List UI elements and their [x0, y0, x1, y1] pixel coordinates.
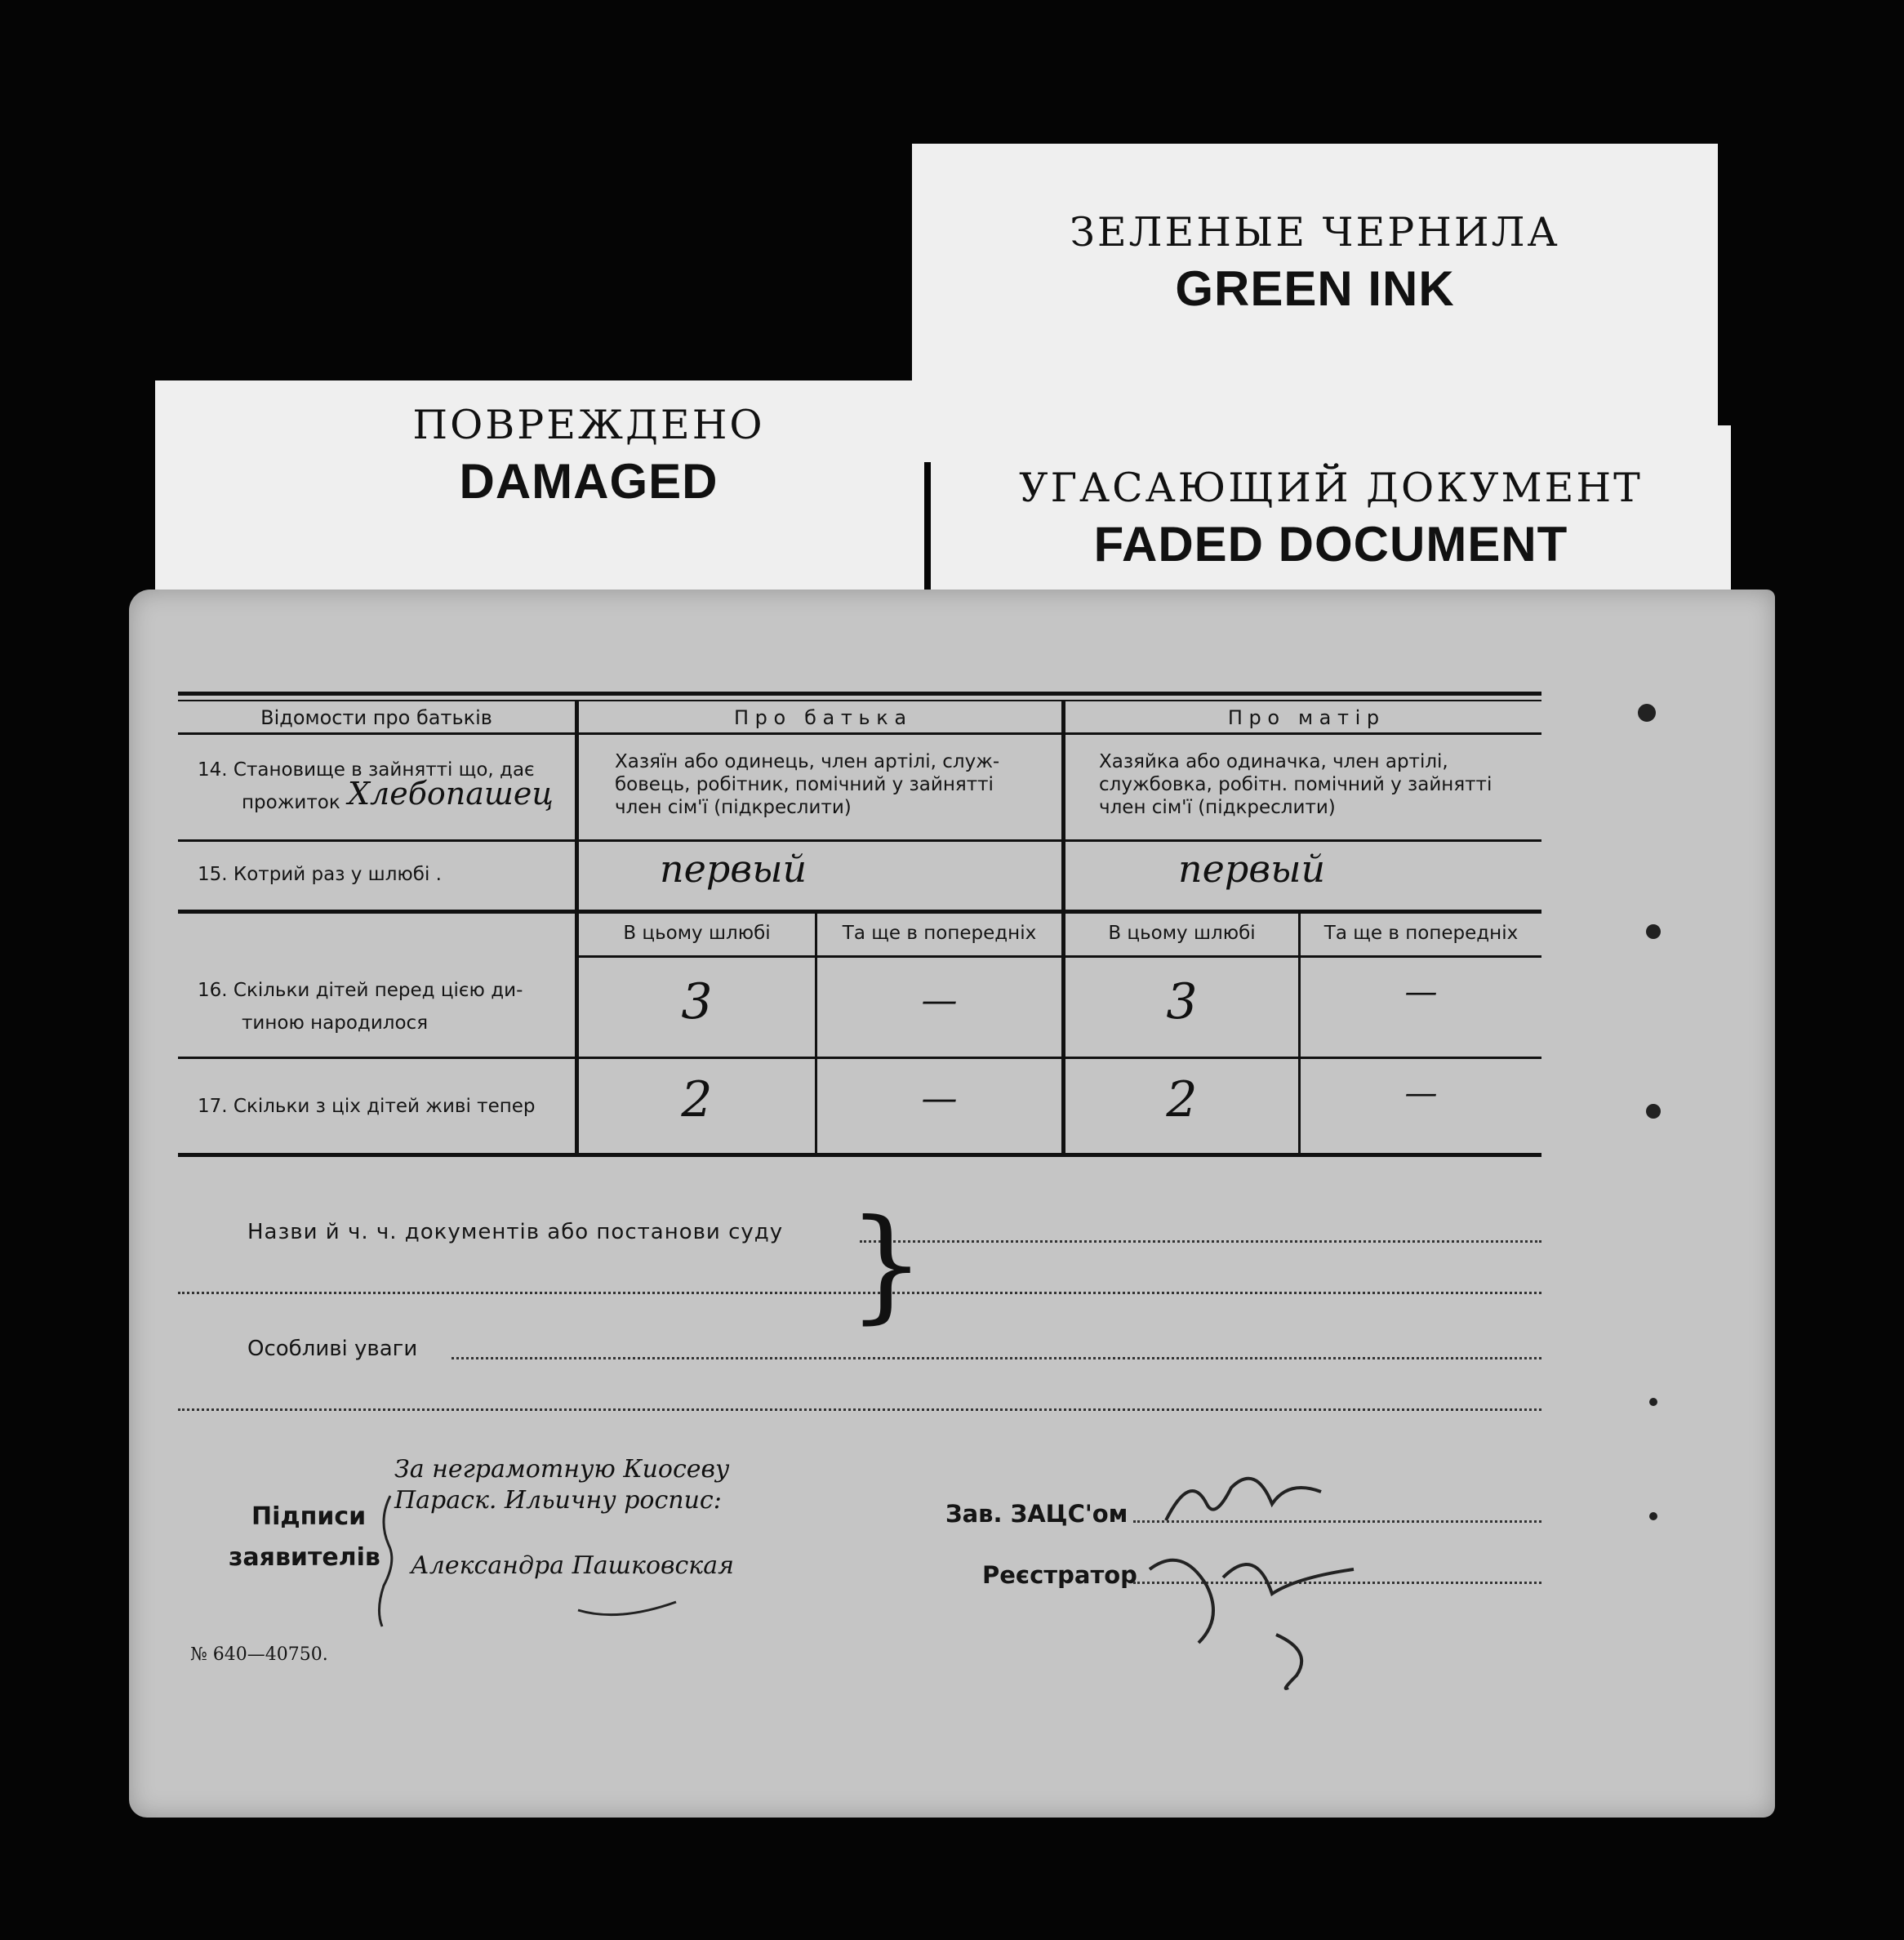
subheader-father-prev: Та ще в попередніх	[842, 923, 1037, 944]
damaged-ru: ПОВРЕЖДЕНО	[412, 402, 765, 448]
row17-mother-prev: —	[1404, 1075, 1438, 1112]
row17-father-prev: —	[921, 1078, 958, 1119]
row16-mother-this: 3	[1166, 973, 1198, 1030]
registry-head-label: Зав. ЗАЦС'ом	[945, 1500, 1128, 1528]
row16-father-this: 3	[681, 973, 713, 1030]
row14-mother-line3: член сім'ї (підкреслити)	[1099, 797, 1336, 818]
row15-label: 15. Котрий раз у шлюбі .	[198, 864, 442, 885]
table-top-rule-thin	[178, 700, 1541, 701]
binding-hole-2	[1646, 924, 1661, 939]
faded-ru: УГАСАЮЩИЙ ДОКУМЕНТ	[1019, 465, 1643, 511]
row14-father-line1: Хазяїн або одинець, член артілі, служ-	[615, 751, 1000, 772]
row14-rule	[178, 839, 1541, 842]
row14-father-line3: член сім'ї (підкреслити)	[615, 797, 852, 818]
row14-occupation-handwritten: Хлебопашец	[348, 776, 554, 812]
header-father: П р о б а т ь к а	[733, 706, 907, 729]
subheader-mother-this: В цьому шлюбі	[1108, 923, 1256, 944]
signatures-label-line1: Підписи	[251, 1502, 367, 1531]
binding-hole-3	[1646, 1104, 1661, 1119]
documents-brace-handwritten: }	[847, 1194, 926, 1336]
documents-label: Назви й ч. ч. документів або постанови суду	[247, 1220, 784, 1244]
row17-label: 17. Скільки з ціх дітей живі тепер	[198, 1096, 536, 1117]
subheader-father-this: В цьому шлюбі	[623, 923, 771, 944]
faded-en: FADED DOCUMENT	[1093, 517, 1568, 572]
registration-form	[129, 590, 1775, 1818]
row15-rule	[178, 910, 1541, 914]
row16-father-prev: —	[921, 980, 958, 1021]
row17-mother-this: 2	[1166, 1071, 1198, 1128]
row14-mother-line2: службовка, робітн. помічний у зайнятті	[1099, 774, 1493, 795]
signature-proxy-line1: За неграмотную Киосеву	[394, 1455, 730, 1484]
signature-applicant: Александра Пашковская	[411, 1551, 734, 1580]
row17-father-this: 2	[681, 1071, 713, 1128]
row15-father-value: первый	[660, 847, 807, 891]
table-bottom-rule	[178, 1153, 1541, 1157]
row16-label-line1: 16. Скільки дітей перед цією ди-	[198, 980, 523, 1001]
row16-rule	[178, 1057, 1541, 1059]
signature-strokes-icon	[374, 1471, 717, 1635]
binding-hole-5	[1649, 1512, 1657, 1520]
col-divider-mother	[1298, 912, 1301, 1155]
remarks-label: Особливі уваги	[247, 1337, 418, 1361]
header-rule	[178, 732, 1541, 735]
green-ink-ru: ЗЕЛЕНЫЕ ЧЕРНИЛА	[1070, 209, 1560, 256]
row14-mother-line1: Хазяйка або одиначка, член артілі,	[1099, 751, 1448, 772]
green-ink-card	[912, 144, 1718, 462]
row15-mother-value: первый	[1178, 847, 1326, 891]
signatures-label-line2: заявителів	[229, 1543, 380, 1572]
header-parents-info: Відомости про батьків	[260, 706, 492, 729]
documents-dots	[860, 1240, 1541, 1243]
row16-label-line2: тиною народилося	[242, 1012, 429, 1034]
subheader-mother-prev: Та ще в попередніх	[1323, 923, 1519, 944]
remarks-dots	[452, 1357, 1541, 1359]
form-number: № 640—40750.	[190, 1644, 328, 1665]
header-mother: П р о м а т і р	[1227, 706, 1380, 729]
remarks-dots-2	[178, 1408, 1541, 1411]
green-ink-en: GREEN INK	[1175, 261, 1455, 316]
subheader-rule	[576, 955, 1541, 958]
faded-card	[931, 425, 1731, 609]
row14-father-line2: бовець, робітник, помічний у зайнятті	[615, 774, 994, 795]
row14-label-line1: 14. Становище в зайнятті що, дає	[198, 759, 535, 781]
row14-label-line2: прожиток	[242, 792, 340, 813]
registrar-signature-icon	[1133, 1455, 1378, 1692]
binding-hole-1	[1638, 704, 1656, 722]
binding-hole-4	[1649, 1398, 1657, 1406]
table-top-rule	[178, 692, 1541, 696]
registrar-label: Реєстратор	[982, 1561, 1137, 1589]
damaged-card	[155, 380, 924, 601]
damaged-en: DAMAGED	[459, 454, 718, 509]
row16-mother-prev: —	[1404, 973, 1438, 1011]
signature-proxy-line2: Параск. Ильичну роспис:	[394, 1486, 722, 1515]
